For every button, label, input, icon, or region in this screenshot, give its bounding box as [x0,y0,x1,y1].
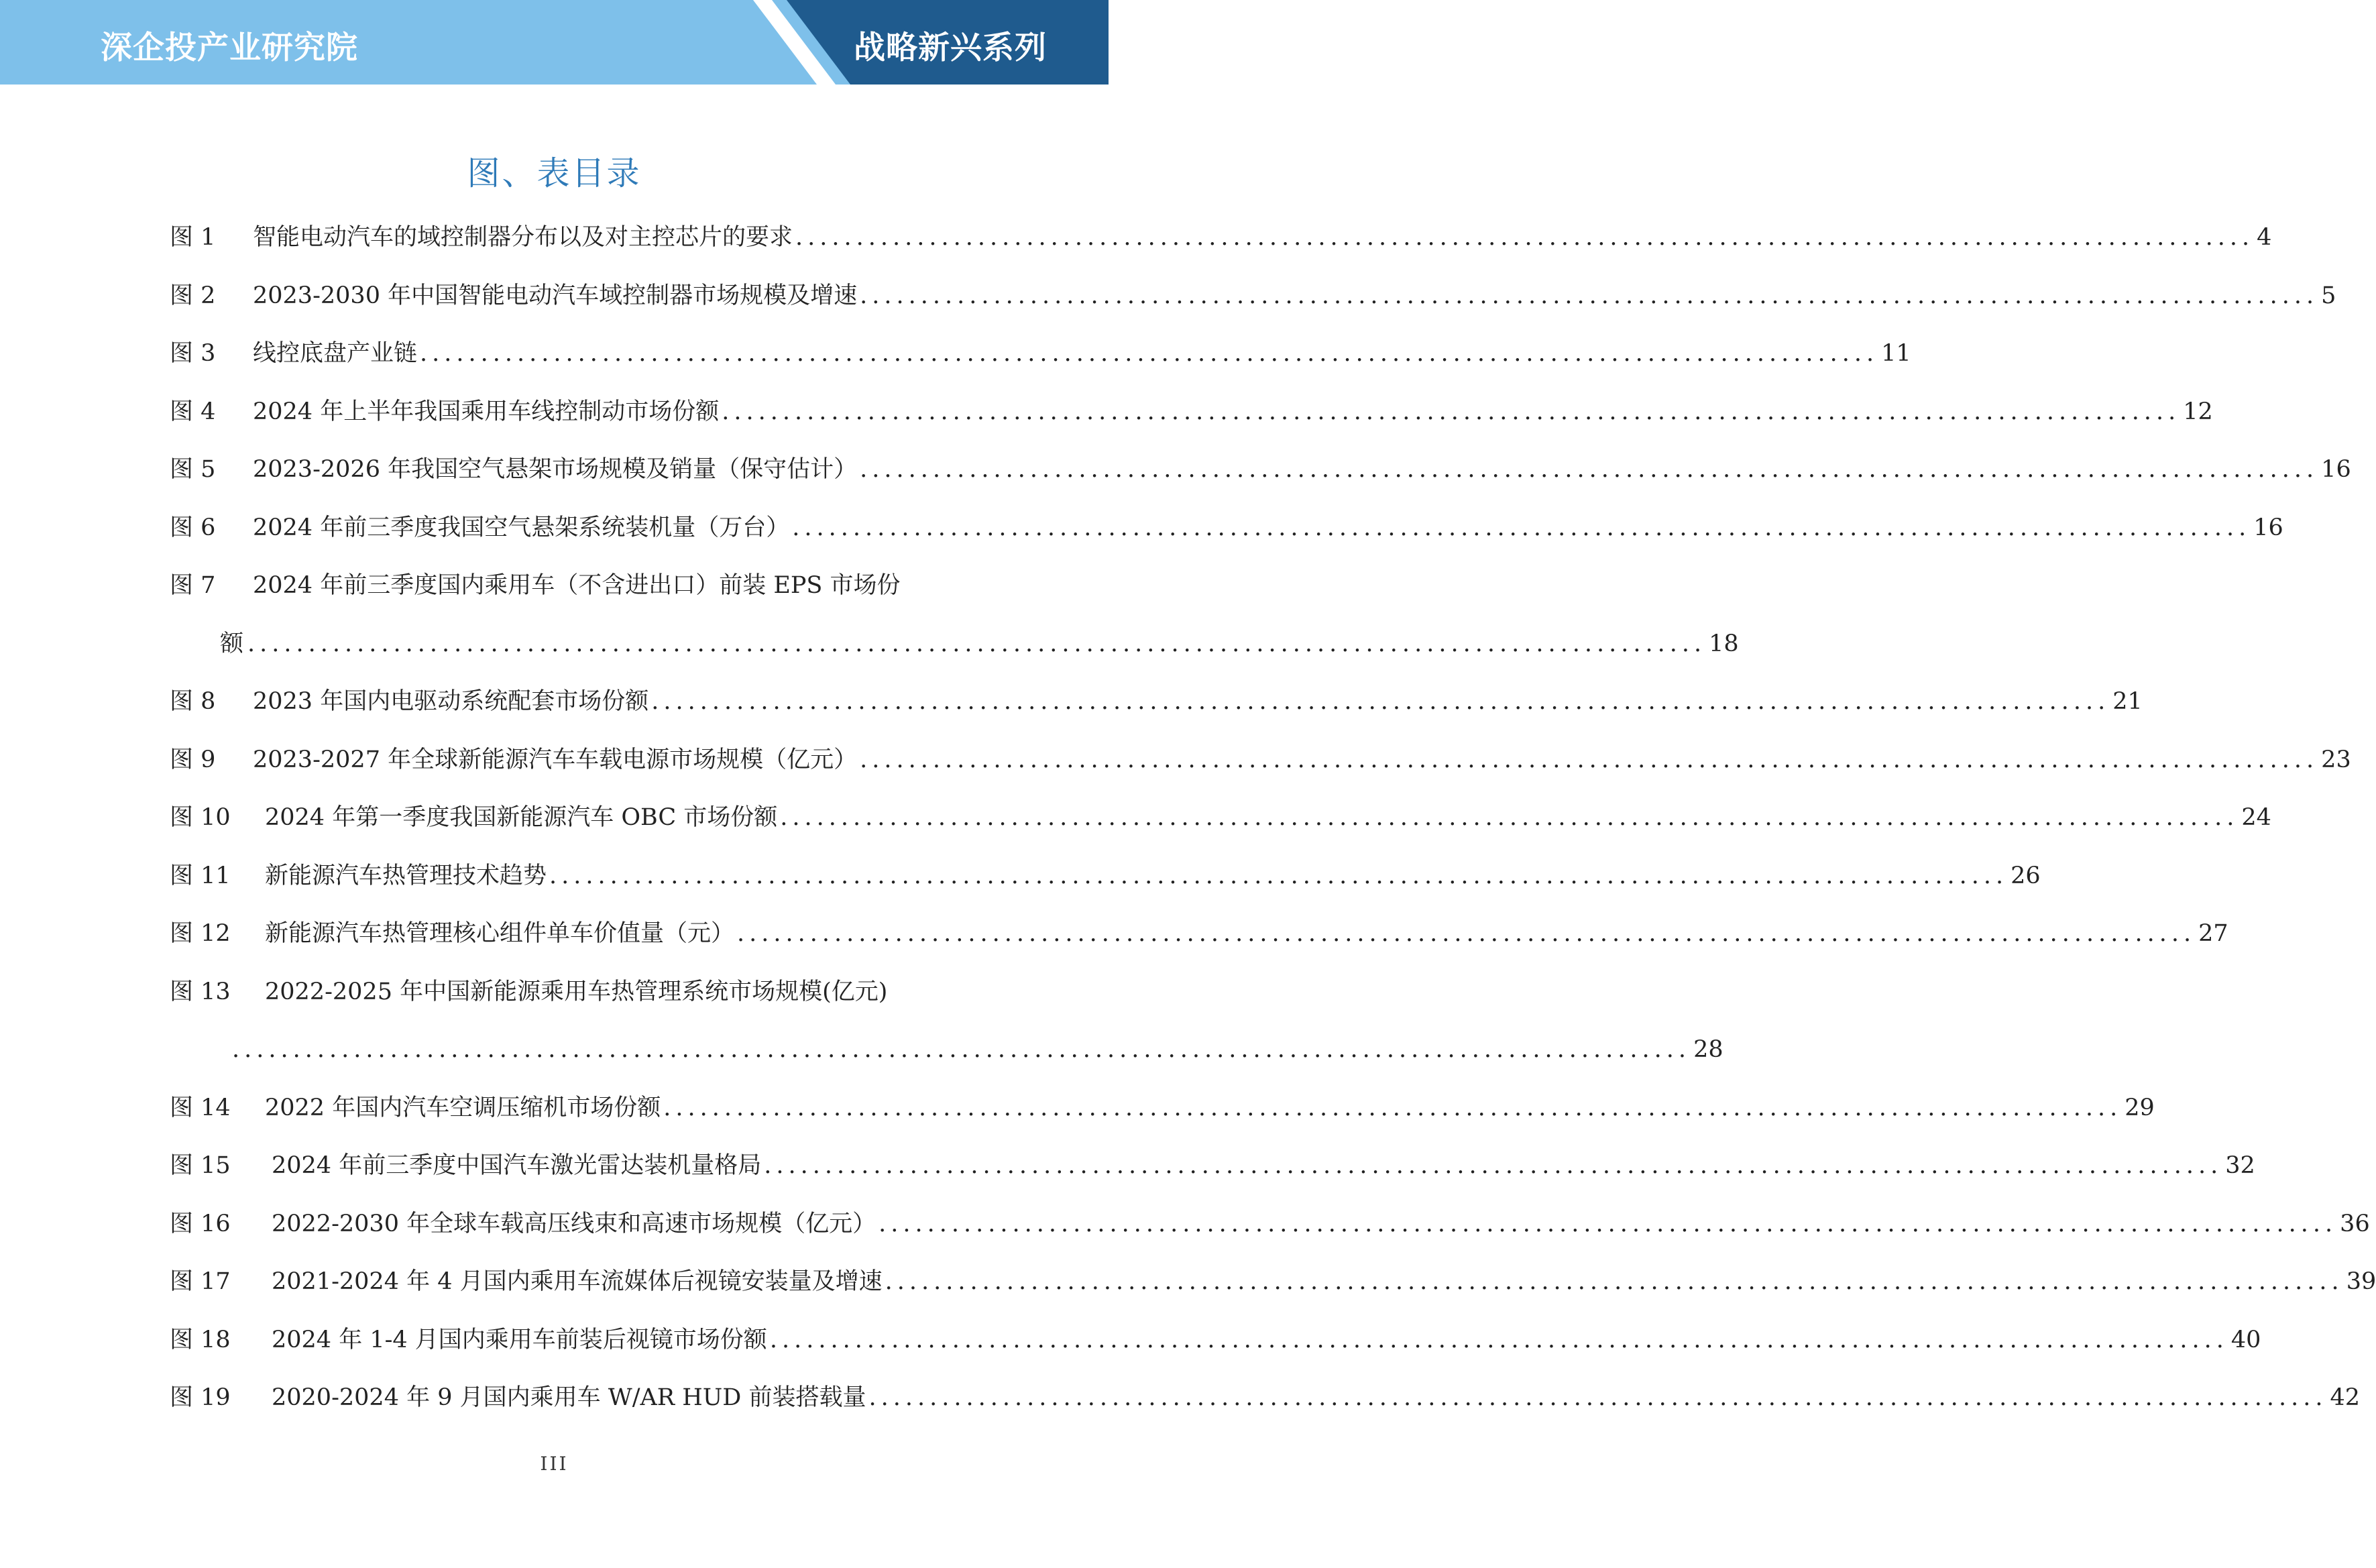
toc-leader-dots: ........................................................................................................................ [737,920,2196,947]
toc-entry-number: 图 11 [170,862,231,889]
toc-entry-continuation[interactable] [228,1029,1723,1070]
toc-entry-label: 2024 年 1-4 月国内乘用车前装后视镜市场份额 [272,1326,767,1353]
toc-entry-label: 2024 年前三季度我国空气悬架系统装机量（万台） [253,514,790,541]
toc-entry-page: 26 [2011,862,2041,889]
toc-entry[interactable] [170,856,2041,896]
toc-entry[interactable] [170,913,2228,954]
toc-entry-label: 2024 年上半年我国乘用车线控制动市场份额 [253,398,720,425]
toc-entry[interactable] [170,1262,2376,1302]
toc-leader-dots: ........................................................................................................................ [722,398,2181,425]
toc-entry-page: 4 [2257,224,2272,251]
toc-entry-label: 新能源汽车热管理技术趋势 [265,862,547,889]
toc-entry[interactable] [170,1378,2361,1418]
toc-leader-dots: ........................................................................................................................ [549,862,2009,889]
toc-entry[interactable] [170,392,2213,432]
toc-entry[interactable] [170,449,2351,490]
toc-entry-number: 图 16 [170,1210,231,1237]
toc-entry-number: 图 3 [170,340,216,367]
toc-entry[interactable] [170,1320,2261,1360]
toc-entry-label: 智能电动汽车的域控制器分布以及对主控芯片的要求 [253,224,793,251]
toc-leader-dots: ........................................................................................................................ [247,630,1707,657]
toc-entry-label: 2022-2025 年中国新能源乘用车热管理系统市场规模(亿元) [265,978,888,1005]
toc-entry-number: 图 6 [170,514,216,541]
toc-entry-page: 27 [2198,920,2228,947]
page-header [0,0,1109,85]
toc-leader-dots: ........................................................................................................................ [860,746,2319,773]
toc-entry-page: 23 [2321,746,2351,773]
toc-entry-label: 2021-2024 年 4 月国内乘用车流媒体后视镜安装量及增速 [272,1268,883,1295]
toc-leader-dots: ........................................................................................................................ [420,340,1879,367]
toc-entry-page: 21 [2112,688,2143,715]
toc-entry-label: 2020-2024 年 9 月国内乘用车 W/AR HUD 前装搭载量 [272,1384,866,1411]
toc-entry-number: 图 19 [170,1384,231,1411]
toc-entry[interactable] [170,972,941,1012]
toc-entry-number: 图 9 [170,746,216,773]
toc-entry-label: 2024 年前三季度中国汽车激光雷达装机量格局 [272,1152,762,1179]
toc-entry-label: 2023-2027 年全球新能源汽车车载电源市场规模（亿元） [253,746,858,773]
toc-leader-dots: ........................................................................................................................ [879,1210,2338,1237]
toc-entry-number: 图 15 [170,1152,231,1179]
toc-leader-dots: ........................................................................................................................ [663,1094,2123,1121]
toc-entry-number: 图 10 [170,804,231,831]
toc-entry[interactable] [170,333,1911,374]
toc-entry-label: 2023 年国内电驱动系统配套市场份额 [253,688,649,715]
toc-leader-dots: ........................................................................................................................ [769,1326,2228,1353]
header-series: 战略新兴系列 [854,30,1047,66]
toc-entry-number: 图 18 [170,1326,231,1353]
toc-entry-page: 39 [2346,1268,2376,1295]
page-number: III [540,1453,569,1475]
toc-leader-dots: ........................................................................................................................ [792,514,2251,541]
toc-entry-number: 图 12 [170,920,231,947]
toc-entry-page: 36 [2340,1210,2370,1237]
toc-entry-page: 28 [1693,1036,1723,1063]
toc-entry-page: 5 [2321,282,2336,309]
toc-entry-label: 线控底盘产业链 [253,340,418,367]
toc-entry-number: 图 13 [170,978,231,1005]
toc-leader-dots: ........................................................................................................................ [885,1268,2344,1295]
toc-entry-number: 图 7 [170,572,216,599]
toc-entry[interactable] [170,1088,2155,1128]
toc-entry-page: 11 [1881,340,1911,367]
toc-entry-number: 图 17 [170,1268,231,1295]
toc-entry-number: 图 4 [170,398,216,425]
toc-entry[interactable] [170,797,2271,838]
header-brand: 深企投产业研究院 [101,30,358,66]
toc-entry-label: 2024 年前三季度国内乘用车（不含进出口）前装 EPS 市场份 [253,572,901,599]
toc-entry-page: 16 [2253,514,2283,541]
toc-entry-label: 2023-2026 年我国空气悬架市场规模及销量（保守估计） [253,456,858,483]
toc-entry-number: 图 2 [170,282,216,309]
toc-entry-page: 18 [1709,630,1739,657]
toc-entry[interactable] [170,740,2351,780]
toc-leader-dots: ........................................................................................................................ [780,804,2239,831]
toc-entry-number: 图 5 [170,456,216,483]
toc-entry[interactable] [170,1204,2370,1244]
toc-leader-dots: ........................................................................................................................ [860,456,2319,483]
toc-entry-number: 图 14 [170,1094,231,1121]
toc-entry[interactable] [170,1145,2255,1186]
toc-entry-page: 32 [2225,1152,2255,1179]
toc-leader-dots: ........................................................................................................................ [860,282,2319,309]
toc-entry[interactable] [170,276,2336,316]
toc-leader-dots: ........................................................................................................................ [651,688,2110,715]
toc-entry[interactable] [170,508,2283,548]
toc-leader-dots: ........................................................................................................................ [232,1036,1691,1063]
toc-entry-number: 图 1 [170,224,216,251]
toc-entry-label-continuation: 额 [220,630,244,657]
toc-leader-dots: ........................................................................................................................ [868,1384,2328,1411]
toc-entry-label: 2022 年国内汽车空调压缩机市场份额 [265,1094,661,1121]
toc-entry-label: 新能源汽车热管理核心组件单车价值量（元） [265,920,735,947]
toc-leader-dots: ........................................................................................................................ [764,1152,2223,1179]
toc-entry-page: 42 [2330,1384,2361,1411]
toc-entry-continuation[interactable] [220,624,1739,664]
toc-entry-label: 2024 年第一季度我国新能源汽车 OBC 市场份额 [265,804,778,831]
toc-entry-page: 12 [2183,398,2213,425]
page-title: 图、表目录 [467,154,642,192]
toc-entry-number: 图 8 [170,688,216,715]
toc-entry[interactable] [170,565,941,606]
toc-entry[interactable] [170,681,2143,722]
toc-leader-dots: ........................................................................................................................ [795,224,2255,251]
toc-entry-page: 24 [2241,804,2271,831]
toc-entry-label: 2023-2030 年中国智能电动汽车域控制器市场规模及增速 [253,282,858,309]
toc-entry-page: 29 [2125,1094,2155,1121]
toc-entry[interactable] [170,217,2272,258]
toc-entry-page: 40 [2230,1326,2261,1353]
toc-entry-page: 16 [2321,456,2351,483]
toc-entry-label: 2022-2030 年全球车载高压线束和高速市场规模（亿元） [272,1210,876,1237]
